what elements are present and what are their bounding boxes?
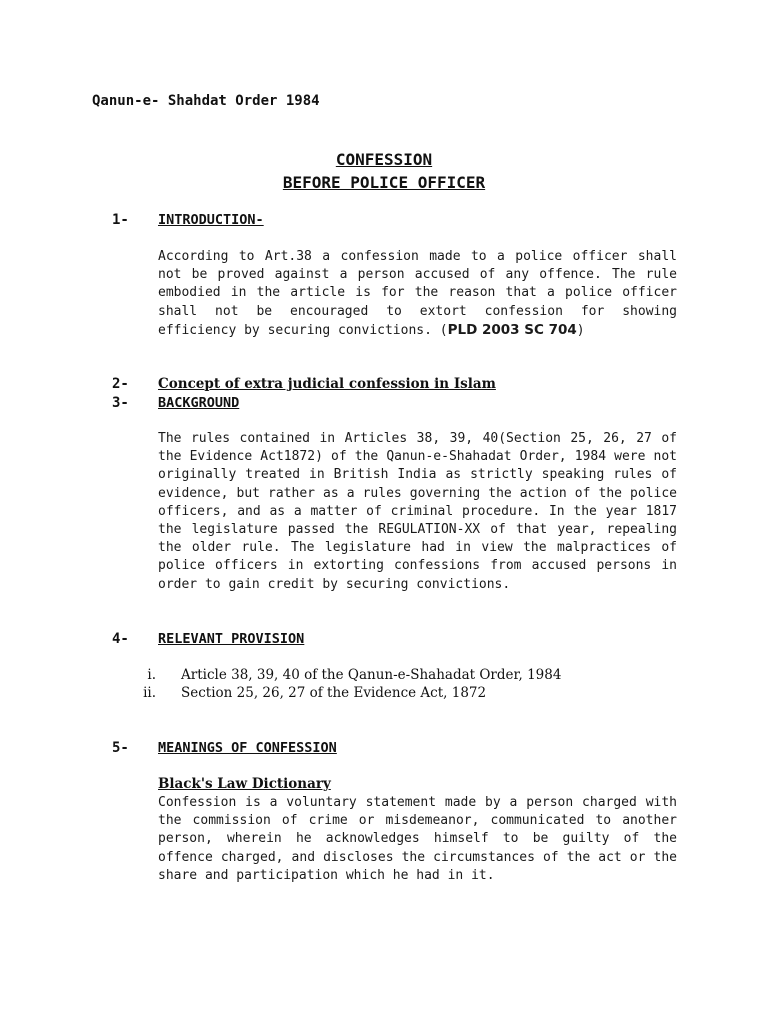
section-heading-introduction: INTRODUCTION- <box>158 212 264 228</box>
section-number-5: 5- <box>112 740 129 756</box>
list-marker-1: i. <box>147 667 156 683</box>
document-title <box>0 148 768 194</box>
section-heading-background: BACKGROUND <box>158 395 240 411</box>
title-line-2: BEFORE POLICE OFFICER <box>282 173 486 192</box>
introduction-text-end: ) <box>576 322 585 338</box>
section-number-4: 4- <box>112 631 129 647</box>
introduction-citation: PLD 2003 SC 704 <box>447 321 577 338</box>
section-heading-relevant-provision: RELEVANT PROVISION <box>158 631 305 647</box>
meanings-paragraph: Confession is a voluntary statement made by a person charged with the commission of crime or misdemeanor, communicated to another person, wherein he acknowledges himself to be guilty of the offence charged, and discloses the circumstances of the act or the share and participation which he had in it. <box>158 795 677 883</box>
blacks-law-dictionary-heading: Black's Law Dictionary <box>158 776 331 792</box>
list-item-2: Section 25, 26, 27 of the Evidence Act, 1872 <box>181 685 487 701</box>
title-line-1: CONFESSION <box>335 150 433 169</box>
introduction-text: According to Art.38 a confession made to a police officer shall not be proved against a person accused of any offence. The rule embodied in the article is for the reason that a police officer shall not be encouraged to extort confession for showing efficiency by securing convictions. ( <box>158 249 677 338</box>
background-paragraph: The rules contained in Articles 38, 39, 40(Section 25, 26, 27 of the Evidence Act1872) of the Qanun-e-Shahadat Order, 1984 were not originally treated in British India as strictly speaking rules of evidence, but rather as a rules governing the action of the police officers, and as a matter of criminal procedure. In the year 1817 the legislature passed the REGULATION-XX of that year, repealing the older rule. The legislature had in view the malpractices of police officers in extorting confessions from accused persons in order to gain credit by securing convictions. <box>158 431 677 592</box>
list-marker-2: ii. <box>143 685 156 701</box>
introduction-paragraph <box>158 248 677 340</box>
document-header: Qanun-e- Shahdat Order 1984 <box>92 93 320 109</box>
list-item-1: Article 38, 39, 40 of the Qanun-e-Shahadat Order, 1984 <box>181 667 562 683</box>
section-heading-extra-judicial: Concept of extra judicial confession in Islam <box>158 376 496 392</box>
section-number-2: 2- <box>112 376 129 392</box>
section-heading-meanings: MEANINGS OF CONFESSION <box>158 740 337 756</box>
section-number-1: 1- <box>112 212 129 228</box>
section-number-3: 3- <box>112 395 129 411</box>
